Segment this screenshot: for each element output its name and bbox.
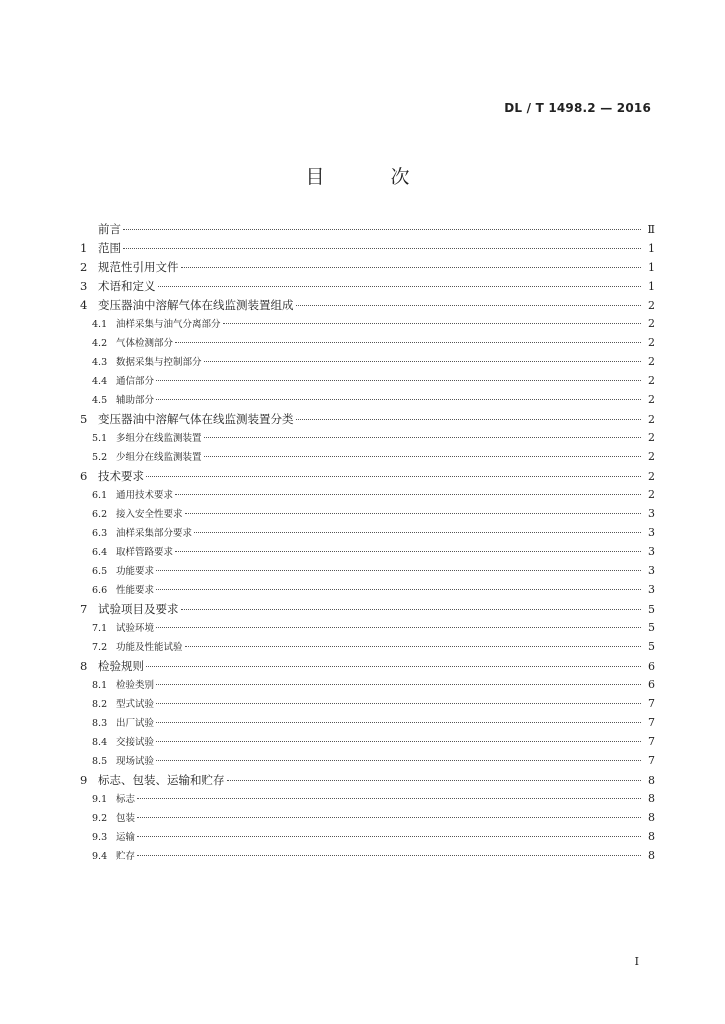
- toc-entry-title: 试验环境: [116, 623, 155, 634]
- toc-entry[interactable]: [80, 506, 655, 525]
- toc-entry-page: 1: [648, 242, 655, 255]
- table-of-contents: [80, 221, 655, 867]
- toc-entry[interactable]: [80, 468, 655, 487]
- toc-entry-page: 6: [648, 678, 655, 691]
- toc-entry-page: 7: [648, 697, 655, 710]
- toc-leader-dots: [137, 855, 641, 856]
- toc-entry-title: 交接试验: [116, 737, 155, 748]
- toc-entry-page: 8: [648, 830, 655, 843]
- toc-entry-number: 4.3: [92, 357, 108, 368]
- toc-entry-number: 4.5: [92, 395, 108, 406]
- toc-entry-number: 7.2: [92, 642, 108, 653]
- toc-leader-dots: [204, 361, 641, 362]
- toc-entry-title: 检验规则: [98, 659, 144, 673]
- toc-entry-page: 3: [648, 583, 655, 596]
- toc-entry-number: 4: [80, 298, 88, 312]
- toc-entry-page: 7: [648, 754, 655, 767]
- toc-title: 目 次: [305, 166, 440, 188]
- toc-entry-number: 6.5: [92, 566, 108, 577]
- toc-entry-title: 油样采集部分要求: [116, 528, 193, 539]
- toc-entry[interactable]: [80, 734, 655, 753]
- toc-entry-number: 1: [80, 241, 88, 255]
- toc-entry-title: 贮存: [116, 851, 136, 862]
- toc-entry-page: 2: [648, 336, 655, 349]
- toc-entry-number: 9.3: [92, 832, 108, 843]
- toc-leader-dots: [123, 248, 641, 249]
- toc-entry-number: 9.2: [92, 813, 108, 824]
- toc-entry-title: 数据采集与控制部分: [116, 357, 202, 368]
- toc-leader-dots: [223, 323, 641, 324]
- toc-entry[interactable]: [80, 411, 655, 430]
- toc-entry-page: 8: [648, 792, 655, 805]
- toc-entry-page: 2: [648, 317, 655, 330]
- toc-entry-number: 9: [80, 773, 88, 787]
- toc-entry[interactable]: [80, 848, 655, 867]
- toc-entry-page: 2: [648, 431, 655, 444]
- toc-entry-number: 9.4: [92, 851, 108, 862]
- toc-leader-dots: [158, 286, 642, 287]
- toc-entry-number: 7.1: [92, 623, 108, 634]
- toc-leader-dots: [181, 609, 642, 610]
- toc-entry[interactable]: [80, 772, 655, 791]
- toc-entry-page: 7: [648, 735, 655, 748]
- toc-entry-number: 4.2: [92, 338, 108, 349]
- toc-entry-title: 标志: [116, 794, 136, 805]
- toc-leader-dots: [204, 456, 641, 457]
- toc-entry-title: 运输: [116, 832, 136, 843]
- toc-entry[interactable]: [80, 487, 655, 506]
- toc-entry[interactable]: [80, 601, 655, 620]
- toc-entry[interactable]: [80, 639, 655, 658]
- toc-leader-dots: [156, 760, 641, 761]
- toc-entry-number: 8: [80, 659, 88, 673]
- toc-entry[interactable]: [80, 278, 655, 297]
- toc-entry[interactable]: [80, 316, 655, 335]
- toc-leader-dots: [181, 267, 642, 268]
- toc-leader-dots: [204, 437, 641, 438]
- toc-entry-page: 5: [648, 603, 655, 616]
- toc-leader-dots: [156, 380, 641, 381]
- toc-leader-dots: [123, 229, 641, 230]
- toc-entry-title: 包装: [116, 813, 136, 824]
- toc-leader-dots: [156, 589, 641, 590]
- toc-entry-page: 7: [648, 716, 655, 729]
- toc-leader-dots: [137, 817, 641, 818]
- toc-entry[interactable]: [80, 449, 655, 468]
- toc-entry-title: 性能要求: [116, 585, 155, 596]
- toc-entry-number: 8.4: [92, 737, 108, 748]
- toc-entry[interactable]: [80, 259, 655, 278]
- toc-entry-page: 5: [648, 621, 655, 634]
- toc-leader-dots: [146, 476, 641, 477]
- toc-entry[interactable]: [80, 354, 655, 373]
- toc-entry-page: 1: [648, 280, 655, 293]
- toc-leader-dots: [175, 551, 641, 552]
- toc-leader-dots: [146, 666, 641, 667]
- toc-entry-number: 5.1: [92, 433, 108, 444]
- toc-entry-title: 前言: [98, 222, 121, 236]
- toc-entry[interactable]: [80, 373, 655, 392]
- toc-leader-dots: [227, 780, 642, 781]
- toc-entry-number: 6.3: [92, 528, 108, 539]
- toc-leader-dots: [156, 570, 641, 571]
- toc-entry[interactable]: [80, 563, 655, 582]
- toc-entry-title: 出厂试验: [116, 718, 155, 729]
- toc-leader-dots: [194, 532, 641, 533]
- toc-entry-title: 检验类别: [116, 680, 155, 691]
- toc-leader-dots: [296, 419, 642, 420]
- toc-entry[interactable]: [80, 297, 655, 316]
- toc-entry-title: 多组分在线监测装置: [116, 433, 202, 444]
- toc-entry[interactable]: [80, 430, 655, 449]
- toc-entry-number: 6.4: [92, 547, 108, 558]
- toc-entry-page: 2: [648, 413, 655, 426]
- toc-entry-title: 术语和定义: [98, 279, 156, 293]
- toc-entry-title: 技术要求: [98, 469, 144, 483]
- toc-entry-number: 9.1: [92, 794, 108, 805]
- toc-entry-number: 3: [80, 279, 88, 293]
- toc-entry-page: 2: [648, 450, 655, 463]
- toc-entry-number: 8.5: [92, 756, 108, 767]
- toc-entry-title: 辅助部分: [116, 395, 155, 406]
- toc-entry-page: 8: [648, 774, 655, 787]
- toc-entry-page: 8: [648, 849, 655, 862]
- toc-entry-number: 7: [80, 602, 88, 616]
- toc-entry-title: 接入安全性要求: [116, 509, 183, 520]
- toc-entry-number: 6.6: [92, 585, 108, 596]
- toc-leader-dots: [156, 684, 641, 685]
- toc-entry-title: 取样管路要求: [116, 547, 174, 558]
- toc-entry[interactable]: [80, 582, 655, 601]
- toc-entry-page: 2: [648, 488, 655, 501]
- toc-entry-number: 4.1: [92, 319, 108, 330]
- toc-entry-title: 范围: [98, 241, 121, 255]
- toc-leader-dots: [175, 342, 641, 343]
- toc-entry-page: 2: [648, 299, 655, 312]
- toc-entry[interactable]: [80, 696, 655, 715]
- toc-entry-title: 功能要求: [116, 566, 155, 577]
- document-code: DL / T 1498.2 — 2016: [504, 101, 651, 115]
- toc-entry-number: 5: [80, 412, 88, 426]
- toc-entry-title: 功能及性能试验: [116, 642, 183, 653]
- toc-entry[interactable]: [80, 715, 655, 734]
- toc-entry-page: 6: [648, 660, 655, 673]
- toc-entry[interactable]: [80, 221, 655, 240]
- toc-leader-dots: [156, 399, 641, 400]
- toc-entry[interactable]: [80, 791, 655, 810]
- toc-entry-title: 少组分在线监测装置: [116, 452, 202, 463]
- toc-entry-page: 8: [648, 811, 655, 824]
- toc-entry-title: 气体检测部分: [116, 338, 174, 349]
- toc-entry-page: 3: [648, 545, 655, 558]
- page-number: I: [634, 955, 639, 968]
- toc-entry-page: 1: [648, 261, 655, 274]
- toc-entry-title: 现场试验: [116, 756, 155, 767]
- toc-entry[interactable]: [80, 240, 655, 259]
- toc-entry-title: 变压器油中溶解气体在线监测装置组成: [98, 298, 294, 312]
- toc-entry-page: 3: [648, 526, 655, 539]
- toc-entry-number: 8.3: [92, 718, 108, 729]
- toc-entry[interactable]: [80, 392, 655, 411]
- toc-leader-dots: [175, 494, 641, 495]
- toc-entry[interactable]: [80, 810, 655, 829]
- toc-entry[interactable]: [80, 829, 655, 848]
- toc-leader-dots: [137, 836, 641, 837]
- toc-entry-page: 2: [648, 470, 655, 483]
- toc-entry-page: 3: [648, 507, 655, 520]
- toc-leader-dots: [156, 722, 641, 723]
- toc-entry-number: 6.1: [92, 490, 108, 501]
- toc-entry-title: 规范性引用文件: [98, 260, 179, 274]
- toc-entry-title: 变压器油中溶解气体在线监测装置分类: [98, 412, 294, 426]
- toc-entry-title: 标志、包装、运输和贮存: [98, 773, 225, 787]
- toc-entry-title: 型式试验: [116, 699, 155, 710]
- toc-entry-title: 油样采集与油气分离部分: [116, 319, 221, 330]
- toc-entry-number: 5.2: [92, 452, 108, 463]
- toc-leader-dots: [185, 513, 641, 514]
- toc-leader-dots: [156, 627, 641, 628]
- toc-entry-page: 3: [648, 564, 655, 577]
- toc-leader-dots: [137, 798, 641, 799]
- toc-entry[interactable]: [80, 525, 655, 544]
- toc-entry-page: 2: [648, 374, 655, 387]
- toc-leader-dots: [296, 305, 642, 306]
- toc-entry-title: 试验项目及要求: [98, 602, 179, 616]
- toc-leader-dots: [156, 703, 641, 704]
- toc-entry[interactable]: [80, 335, 655, 354]
- toc-entry-page: 2: [648, 355, 655, 368]
- toc-leader-dots: [156, 741, 641, 742]
- toc-entry[interactable]: [80, 544, 655, 563]
- toc-entry[interactable]: [80, 620, 655, 639]
- toc-entry-number: 8.1: [92, 680, 108, 691]
- toc-entry[interactable]: [80, 658, 655, 677]
- toc-leader-dots: [185, 646, 641, 647]
- toc-entry-title: 通信部分: [116, 376, 155, 387]
- toc-entry-number: 6: [80, 469, 88, 483]
- toc-entry-title: 通用技术要求: [116, 490, 174, 501]
- toc-entry-number: 2: [80, 260, 88, 274]
- toc-entry-page: 5: [648, 640, 655, 653]
- toc-entry[interactable]: [80, 677, 655, 696]
- toc-entry-number: 8.2: [92, 699, 108, 710]
- toc-entry-number: 6.2: [92, 509, 108, 520]
- toc-entry-number: 4.4: [92, 376, 108, 387]
- toc-entry-page: Ⅱ: [647, 223, 655, 236]
- toc-entry-page: 2: [648, 393, 655, 406]
- toc-entry[interactable]: [80, 753, 655, 772]
